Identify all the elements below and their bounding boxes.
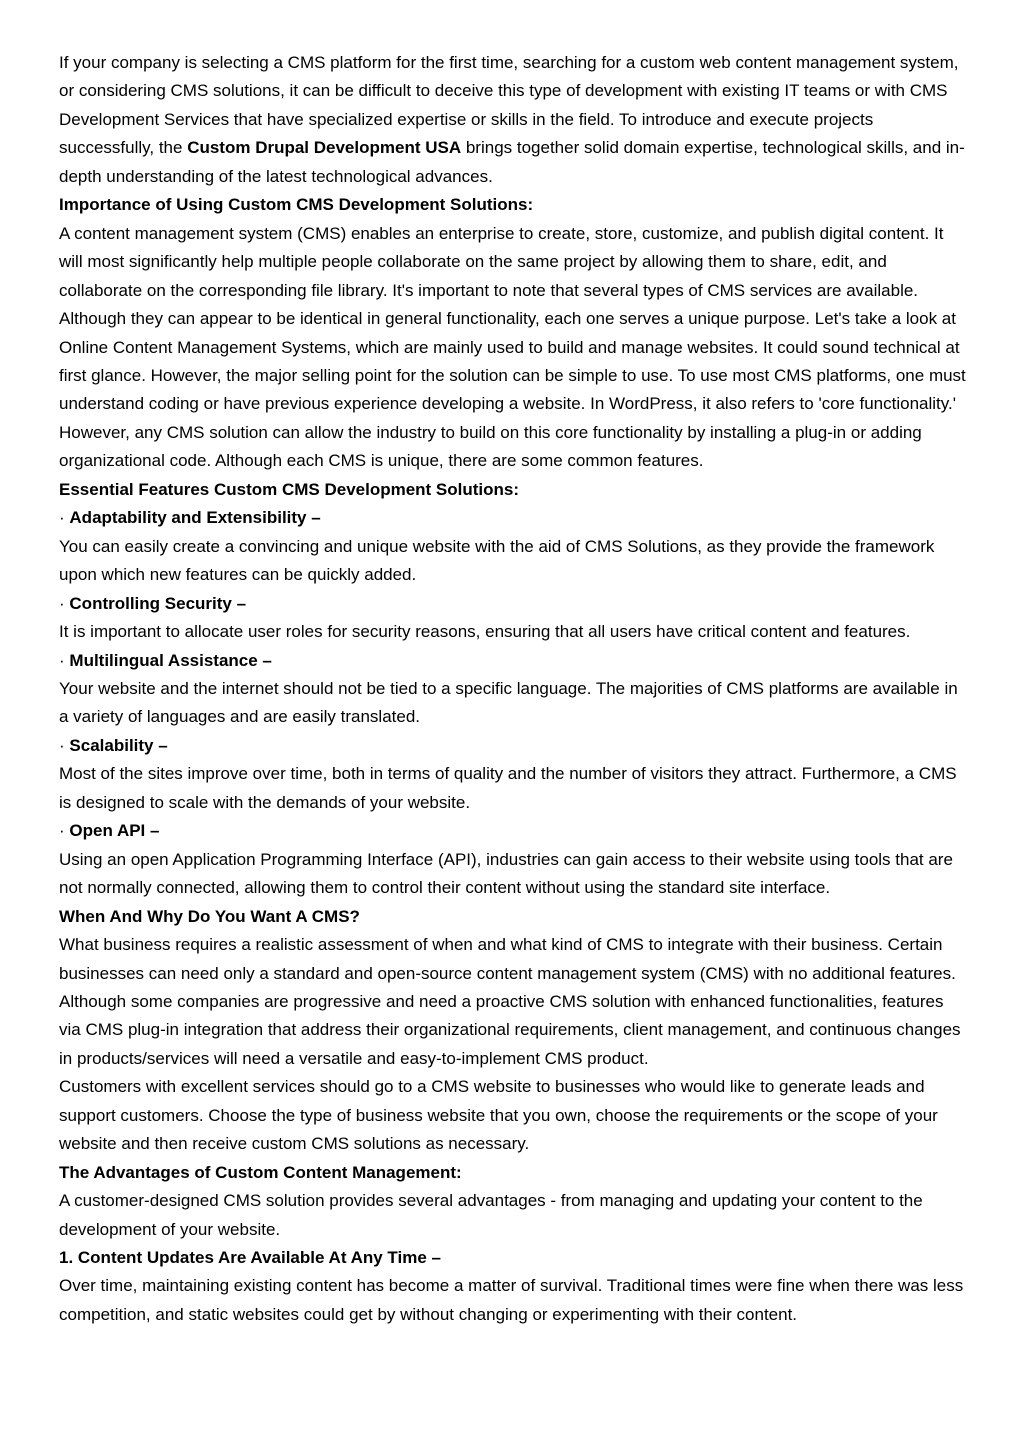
when-why-paragraph-1: What business requires a realistic assessment of when and what kind of CMS to integrate with their business. Certain businesses can need only a standard and open-source content management system (CMS) with no additional features. Although some companies are progressive and need a proactive CMS solution with enhanced functionalities, features via CMS plug-in integration that address their organizational requirements, client management, and continuous changes in products/services will need a versatile and easy-to-implement CMS product. xyxy=(59,935,961,1068)
feature-heading-scalability xyxy=(59,732,966,760)
intro-paragraph xyxy=(59,49,966,191)
when-why-paragraph-2: Customers with excellent services should go to a CMS website to businesses who would like to generate leads and support customers. Choose the type of business website that you own, choose the requirements or the scope of your website and then receive custom CMS solutions as necessary. xyxy=(59,1077,938,1154)
feature-heading-multilingual xyxy=(59,647,966,675)
feature-body-scalability: Most of the sites improve over time, both in terms of quality and the number of visitors they attract. Furthermore, a CMS is designed to scale with the demands of your website. xyxy=(59,764,957,812)
feature-label: Open API – xyxy=(69,821,160,841)
feature-heading-security xyxy=(59,590,966,618)
advantages-paragraph: A customer-designed CMS solution provides several advantages - from managing and updating your content to the development of your website. xyxy=(59,1191,923,1239)
feature-label: Multilingual Assistance – xyxy=(69,650,272,670)
feature-body-multilingual: Your website and the internet should not be tied to a specific language. The majorities of CMS platforms are available in a variety of languages and are easily translated. xyxy=(59,678,958,727)
bullet-dot: · xyxy=(59,735,65,755)
feature-label: Controlling Security – xyxy=(69,593,247,613)
when-why-heading: When And Why Do You Want A CMS? xyxy=(59,906,360,926)
feature-heading-open-api xyxy=(59,817,966,845)
importance-paragraph: A content management system (CMS) enables an enterprise to create, store, customize, and publish digital content. It will most significantly help multiple people collaborate on the same project by allowing them to share, edit, and collaborate on the corresponding file library. It's important to note that several types of CMS services are available. Although they can appear to be identical in general functionality, each one serves a unique purpose. Let's take a look at Online Content Management Systems, which are mainly used to build and manage websites. It could sound technical at first glance. However, the major selling point for the solution can be simple to use. To use most CMS platforms, one must understand coding or have previous experience developing a website. In WordPress, it also refers to 'core functionality.' However, any CMS solution can allow the industry to build on this core functionality by installing a plug-in or adding organizational code. Although each CMS is unique, there are some common features. xyxy=(59,223,966,471)
intro-text-start: If your company is selecting a CMS platform for the first time, searching for a custom web content management system, or considering CMS solutions, it can be difficult to deceive this type of development with existing IT teams or with CMS Development Services that have specialized expertise or skills in the field. To introduce and execute projects successfully, the xyxy=(59,53,959,158)
bullet-dot: · xyxy=(59,508,65,528)
feature-heading-adaptability xyxy=(59,504,966,532)
feature-label: Scalability – xyxy=(69,735,168,755)
intro-bold-link-text: Custom Drupal Development USA xyxy=(187,138,462,158)
features-heading: Essential Features Custom CMS Development Solutions: xyxy=(59,479,520,499)
importance-heading: Importance of Using Custom CMS Development Solutions: xyxy=(59,195,534,215)
advantage-1-paragraph: Over time, maintaining existing content has become a matter of survival. Traditional times were fine when there was less competition, and static websites could get by without changing or experimenting with their content. xyxy=(59,1276,964,1324)
bullet-dot: · xyxy=(59,650,65,670)
advantage-1-heading: 1. Content Updates Are Available At Any Time – xyxy=(59,1248,441,1268)
bullet-dot: · xyxy=(59,821,65,841)
feature-body-security: It is important to allocate user roles for security reasons, ensuring that all users have critical content and features. xyxy=(59,622,911,642)
advantages-heading: The Advantages of Custom Content Management: xyxy=(59,1162,462,1182)
intro-text-end: brings together solid domain expertise, technological skills, and in-depth understanding of the latest technological advances. xyxy=(59,138,965,186)
bullet-dot: · xyxy=(59,593,65,613)
feature-body-adaptability: You can easily create a convincing and unique website with the aid of CMS Solutions, as they provide the framework upon which new features can be quickly added. xyxy=(59,536,935,585)
feature-body-open-api: Using an open Application Programming Interface (API), industries can gain access to their website using tools that are not normally connected, allowing them to control their content without using the standard site interface. xyxy=(59,849,953,898)
feature-label: Adaptability and Extensibility – xyxy=(69,508,321,528)
